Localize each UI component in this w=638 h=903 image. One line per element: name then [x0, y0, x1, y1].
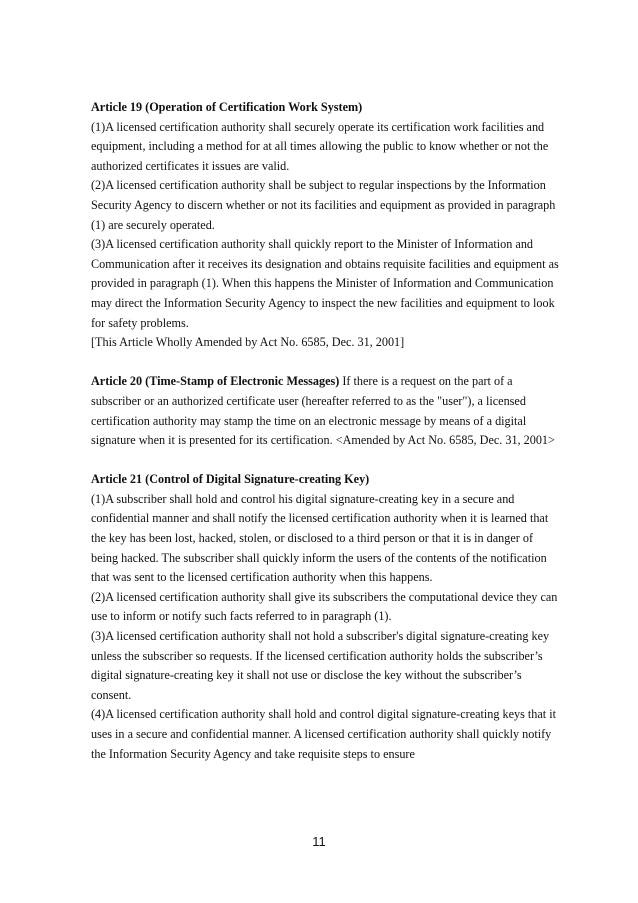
article-21-paragraph-3: (3)A licensed certification authority shall not hold a subscriber's digital signature-creating key unless the subscriber so requests. If the licensed certification authority holds the subscriber’s digital signature-creating key it shall not use or disclose the key without the subscriber’s consent.: [91, 629, 550, 702]
section-spacer: [91, 353, 561, 373]
article-21-heading: Article 21 (Control of Digital Signature-creating Key): [91, 472, 370, 487]
article-20-body: If there is a request on the part of a subscriber or an authorized certificate user (hereafter referred to as the "user"), a licensed certification authority may stamp the time on an electronic message by means of a digital signature when it is presented for its certification. <Amended by Act No. 6585, Dec. 31, 2001>: [91, 374, 555, 448]
article-21-paragraph-2: (2)A licensed certification authority shall give its subscribers the computational device they can use to inform or notify such facts referred to in paragraph (1).: [91, 589, 558, 624]
article-20-heading: Article 20 (Time-Stamp of Electronic Messages): [91, 374, 340, 389]
article-19-heading: Article 19 (Operation of Certification Work System): [91, 100, 363, 114]
article-21-paragraph-1: (1)A subscriber shall hold and control his digital signature-creating key in a secure and confidential manner and shall notify the licensed certification authority when it is learned that the key has been lost, hacked, stolen, or disclosed to a third person or that it is in danger of being hacked. The subscriber shall quickly inform the users of the contents of the notification that was sent to the licensed certification authority when this happens.: [91, 491, 549, 585]
article-21: [91, 470, 561, 764]
article-21-paragraph-4: (4)A licensed certification authority shall hold and control digital signature-creating keys that it uses in a secure and confidential manner. A licensed certification authority shall quickly notify the Information Security Agency and take requisite steps to ensure: [91, 707, 557, 761]
article-19-paragraph-3: (3)A licensed certification authority shall quickly report to the Minister of Information and Communication after it receives its designation and obtains requisite facilities and equipment as provided in paragraph (1). When this happens the Minister of Information and Communication may direct the Information Security Agency to inspect the new facilities and equipment to look for safety problems.: [91, 237, 559, 330]
document-body: [91, 98, 561, 764]
article-19-paragraph-2: (2)A licensed certification authority shall be subject to regular inspections by the Information Security Agency to discern whether or not its facilities and equipment as provided in paragraph (1) are securely operated.: [91, 178, 556, 232]
article-19-amendment-note: [This Article Wholly Amended by Act No. 6585, Dec. 31, 2001]: [91, 335, 405, 350]
section-spacer: [91, 451, 561, 471]
page-number: 11: [312, 834, 326, 849]
article-20: [91, 372, 561, 450]
article-20-paragraph: [91, 372, 561, 450]
article-19: [91, 98, 561, 353]
article-19-paragraph-1: (1)A licensed certification authority shall securely operate its certification work facilities and equipment, including a method for at all times allowing the public to know whether or not the authorized certificates it issues are valid.: [91, 119, 549, 173]
